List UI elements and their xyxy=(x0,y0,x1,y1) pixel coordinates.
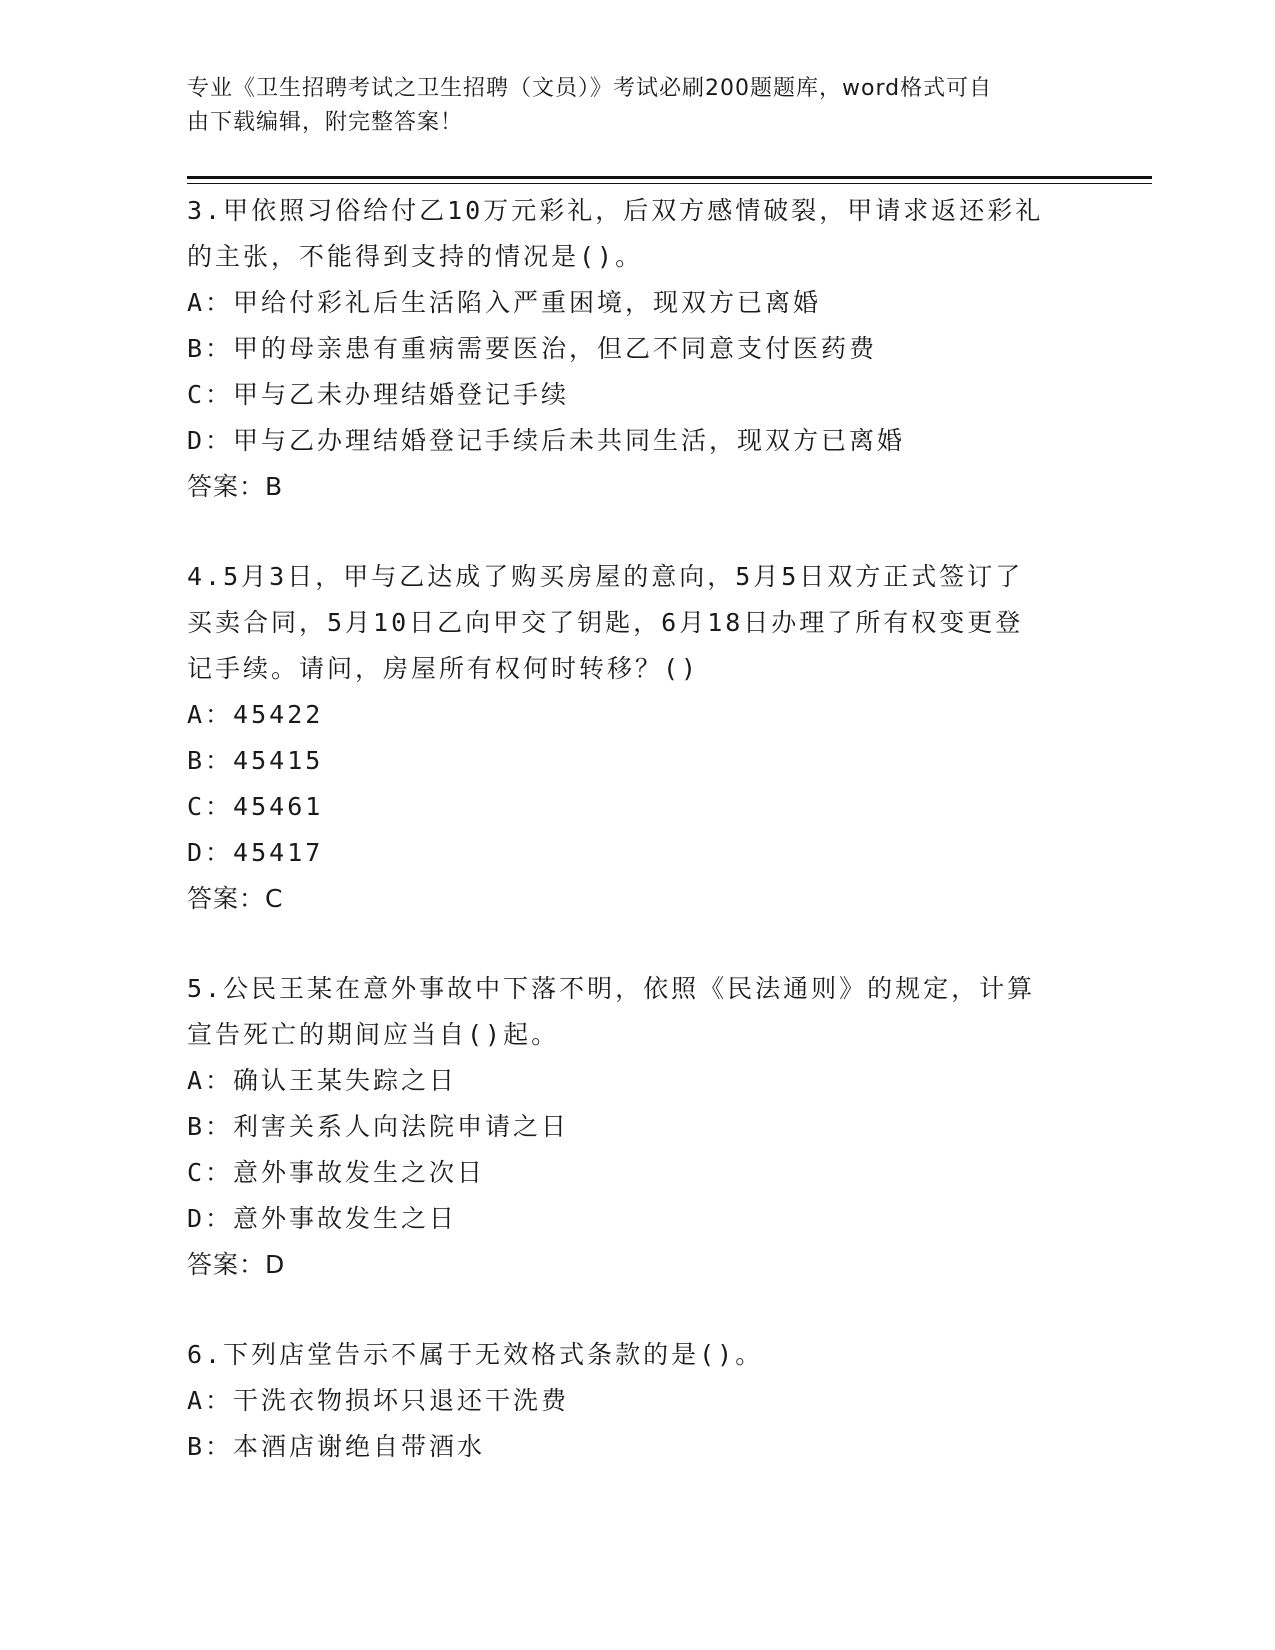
question-text: 3.甲依照习俗给付乙10万元彩礼，后双方感情破裂，甲请求返还彩礼 xyxy=(187,196,1044,225)
option-b: B：甲的母亲患有重病需要医治，但乙不同意支付医药费 xyxy=(187,334,878,363)
answer: 答案：D xyxy=(187,1250,286,1279)
question-text: 4.5月3日，甲与乙达成了购买房屋的意向，5月5日双方正式签订了 xyxy=(187,562,1024,591)
question-5 xyxy=(187,966,1087,1288)
answer: 答案：B xyxy=(187,472,284,501)
question-list xyxy=(187,188,1087,1470)
question-3 xyxy=(187,188,1087,510)
question-text: 宣告死亡的期间应当自()起。 xyxy=(187,1020,560,1049)
header-rule-thick xyxy=(187,176,1152,179)
option-c: C：意外事故发生之次日 xyxy=(187,1158,486,1187)
option-c: C：甲与乙未办理结婚登记手续 xyxy=(187,380,570,409)
answer: 答案：C xyxy=(187,884,284,913)
option-c: C：45461 xyxy=(187,792,324,821)
option-d: D：45417 xyxy=(187,838,324,867)
header-rule-thin xyxy=(187,183,1152,184)
option-a: A：甲给付彩礼后生活陷入严重困境，现双方已离婚 xyxy=(187,288,822,317)
option-d: D：意外事故发生之日 xyxy=(187,1204,458,1233)
spacer xyxy=(187,510,1087,554)
spacer xyxy=(187,1288,1087,1332)
option-a: A：确认王某失踪之日 xyxy=(187,1066,458,1095)
question-text: 买卖合同，5月10日乙向甲交了钥匙，6月18日办理了所有权变更登 xyxy=(187,608,1024,637)
header-line-2: 由下载编辑，附完整答案！ xyxy=(187,110,464,135)
option-b: B：利害关系人向法院申请之日 xyxy=(187,1112,570,1141)
option-a: A：45422 xyxy=(187,700,324,729)
question-6 xyxy=(187,1332,1087,1470)
question-4 xyxy=(187,554,1087,922)
question-text: 6.下列店堂告示不属于无效格式条款的是()。 xyxy=(187,1340,764,1369)
question-text: 的主张，不能得到支持的情况是()。 xyxy=(187,242,644,271)
question-text: 记手续。请问，房屋所有权何时转移？() xyxy=(187,654,700,683)
option-d: D：甲与乙办理结婚登记手续后未共同生活，现双方已离婚 xyxy=(187,426,906,455)
document-header xyxy=(187,72,1067,140)
option-a: A：干洗衣物损坏只退还干洗费 xyxy=(187,1386,570,1415)
option-b: B：45415 xyxy=(187,746,324,775)
question-text: 5.公民王某在意外事故中下落不明，依照《民法通则》的规定，计算 xyxy=(187,974,1036,1003)
spacer xyxy=(187,922,1087,966)
option-b: B：本酒店谢绝自带酒水 xyxy=(187,1432,486,1461)
header-line-1: 专业《卫生招聘考试之卫生招聘（文员）》考试必刷200题题库，word格式可自 xyxy=(187,76,993,101)
